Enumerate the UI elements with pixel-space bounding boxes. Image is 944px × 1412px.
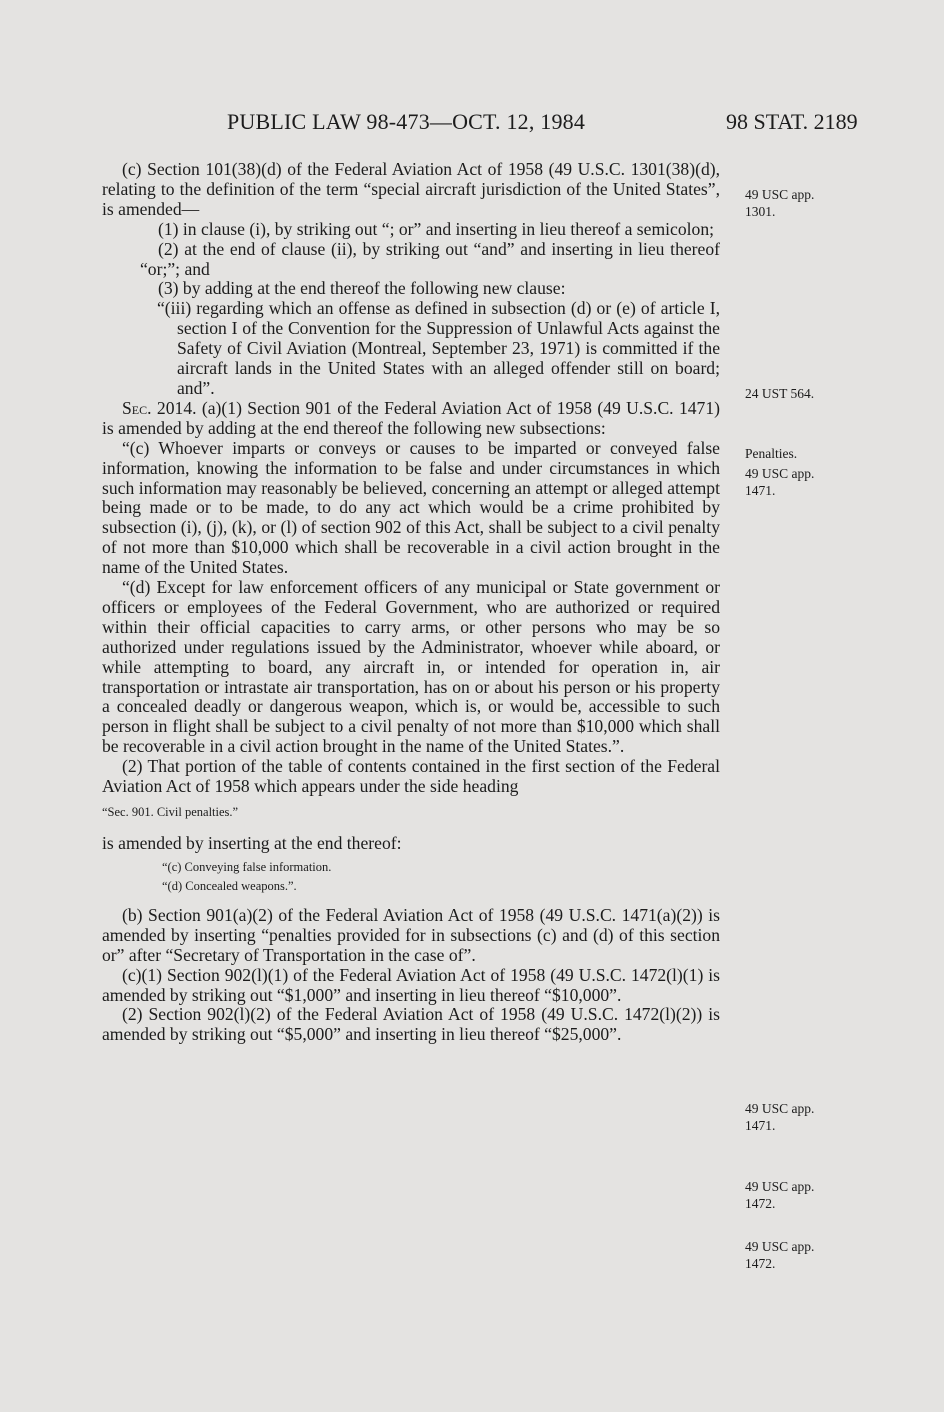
margin-note-1301 [745,186,845,220]
paragraph-subsection-c: “(c) Whoever imparts or conveys or causes to be imparted or conveyed false information, knowing the information to be false and under circumstances in which such information may reasonably be believed, concerning an attempt or alleged attempt being made or to be made, to do any act which would be a crime prohibited by subsection (i), (j), (k), or (l) of section 902 of this Act, shall be subject to a civil penalty of not more than $10,000 which shall be recoverable in a civil action brought in the name of the United States. [102,437,720,578]
body-text [102,160,720,1045]
margin-note-text: 49 USC app. [745,466,815,481]
toc-entry-d: “(d) Concealed weapons.”. [162,878,297,893]
paragraph-section-902l2: (2) Section 902(l)(2) of the Federal Aviation Act of 1958 (49 U.S.C. 1472(l)(2)) is amended by striking out “$5,000” and inserting in lieu thereof “$25,000”. [102,1004,720,1045]
sec-label: Sec. [122,397,152,418]
paragraph-section-901a2: (b) Section 901(a)(2) of the Federal Aviation Act of 1958 (49 U.S.C. 1471(a)(2)) is amended by inserting “penalties provided for in subsections (c) and (d) of this section or” after “Secretary of Transportation in the case of”. [102,904,720,965]
margin-note-text: 49 USC app. [745,1179,815,1194]
paragraph-clause-1: (1) in clause (i), by striking out “; or” and inserting in lieu thereof a semicolon; [158,218,715,239]
running-header-stat-page: 98 STAT. 2189 [726,109,858,134]
running-header-title: PUBLIC LAW 98-473—OCT. 12, 1984 [227,109,586,134]
margin-note-text: 1472. [745,1196,776,1211]
margin-note-1471-b [745,1100,845,1134]
margin-note-1471 [745,465,845,499]
quoted-side-heading: “Sec. 901. Civil penalties.” [102,805,239,819]
paragraph-subsection-d: “(d) Except for law enforcement officers of any municipal or State government or officers or employees of the Federal Government, who are authorized or required within their official capacities to carry arms, or other persons who may be so authorized under regulations issued by the Administrator, whoever while aboard, or while attempting to board, any aircraft in, or intended for operation in, air transportation or intrastate air transportation, has on or about his person or his property a concealed deadly or dangerous weapon, which is, or would be, accessible to such person in flight shall be subject to a civil penalty of not more than $10,000 which shall be recoverable in a civil action brought in the name of the United States.”. [102,577,720,757]
margin-note-text: 49 USC app. [745,1101,815,1116]
paragraph-clause-3: (3) by adding at the end thereof the following new clause: [158,278,566,299]
paragraph-sec-2014 [102,399,720,439]
margin-note-24-ust: 24 UST 564. [745,386,815,401]
margin-note-1472-b [745,1238,845,1272]
margin-note-text: 49 USC app. [745,187,815,202]
margin-note-text: 1471. [745,1118,776,1133]
margin-note-text: 49 USC app. [745,1239,815,1254]
margin-note-text: 1471. [745,483,776,498]
sec-2014-text: 2014. (a)(1) Section 901 of the Federal Aviation Act of 1958 (49 U.S.C. 1471) is amended by adding at the end thereof the following new subsections: [102,397,720,438]
margin-note-1472 [745,1178,845,1212]
paragraph-section-101-amendment: (c) Section 101(38)(d) of the Federal Aviation Act of 1958 (49 U.S.C. 1301(38)(d), relating to the definition of the term “special aircraft jurisdiction of the United States”, is amended— [102,159,720,219]
toc-entry-c: “(c) Conveying false information. [162,859,332,874]
margin-note-penalties: Penalties. [745,446,798,461]
paragraph-clause-2: (2) at the end of clause (ii), by striking out “and” and inserting in lieu thereof “or;”; and [140,238,720,279]
margin-note-text: 1472. [745,1256,776,1271]
paragraph-section-902l1: (c)(1) Section 902(l)(1) of the Federal Aviation Act of 1958 (49 U.S.C. 1472(l)(1) is amended by striking out “$1,000” and inserting in lieu thereof “$10,000”. [102,964,720,1005]
paragraph-table-of-contents: (2) That portion of the table of contents contained in the first section of the Federal Aviation Act of 1958 which appears under the side heading [102,756,720,797]
paragraph-amended-by-inserting: is amended by inserting at the end thereof: [102,833,402,853]
margin-note-text: 1301. [745,204,776,219]
paragraph-new-clause-iii: “(iii) regarding which an offense as defined in subsection (d) or (e) of article I, section I of the Convention for the Suppression of Unlawful Acts against the Safety of Civil Aviation (Montreal, September 23, 1971) is committed if the aircraft lands in the United States with an alleged offender still on board; and”. [157,298,720,398]
